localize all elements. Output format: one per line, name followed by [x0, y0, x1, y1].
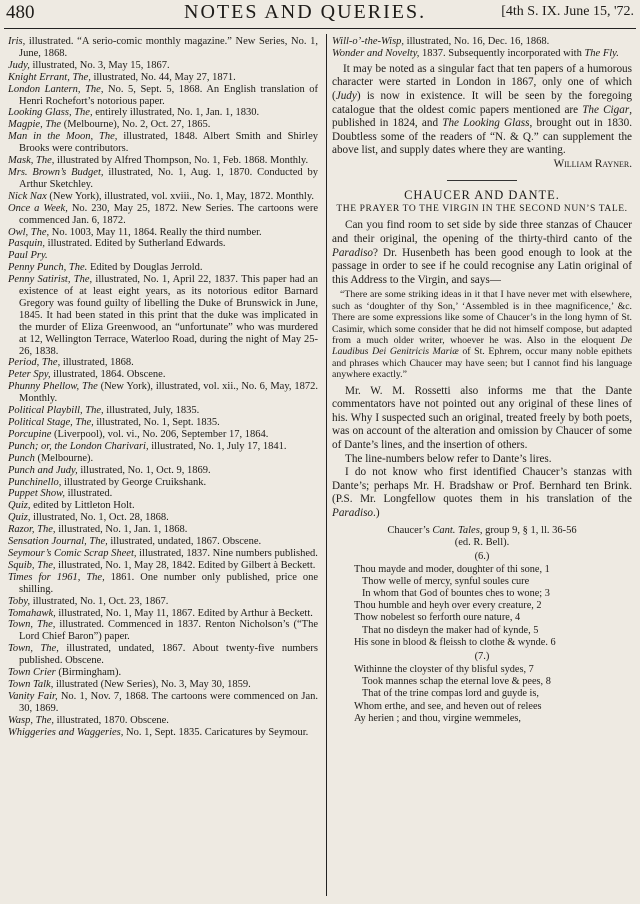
chaucer-paragraph-2: Mr. W. M. Rossetti also informs me that the Dante commentators have not pointed out any original of these lines of his. Why I suspected such an original, treated freely by both poets, was on account of the alteration and omission by Chaucer of some of Dante’s lines, and the insertion of others.: [332, 384, 632, 452]
periodical-title: Town Talk,: [8, 678, 54, 690]
periodical-entry: [8, 667, 318, 679]
column-divider: [326, 34, 327, 896]
verse-line: Ay herien ; and thou, virgine wemmeles,: [354, 712, 522, 724]
periodical-details: illustrated, 1868.: [60, 357, 134, 369]
periodical-details: illustrated, undated, 1867. About twenty-five numbers published. Obscene.: [19, 643, 318, 667]
periodical-details: illustrated, July, 1835.: [103, 405, 200, 417]
periodical-title: Pasquin,: [8, 238, 46, 250]
periodical-title: Political Playbill, The,: [8, 405, 104, 417]
periodical-title: The Fly.: [584, 47, 619, 59]
periodical-title: Quiz,: [8, 500, 31, 512]
periodical-title: Nick Nax: [8, 190, 47, 202]
verse-line: Thow nobelest so ferforth oure nature, 4: [354, 612, 521, 624]
periodical-entry: [8, 453, 318, 465]
periodical-details: illustrated, No. 1, April 22, 1837. This paper had an existence of at least eight years, as its notorious editor Barnard Gregory was found guilty of libelling the Duke of Brunswick in June, 1845. It had been stated in this print that the duke was implicated in the murder of Eliza Greenwood, an “unfortunate” who was murdered at 12, Wellington Terrace, Waterloo Road, during the night of May 25-26, 1838.: [19, 274, 318, 357]
periodical-details: illustrated (New Series), No. 3, May 30, 1859.: [53, 678, 251, 690]
periodical-entry: [8, 167, 318, 191]
periodical-details: illustrated by George Cruikshank.: [61, 476, 207, 488]
periodical-entry: [8, 381, 318, 405]
periodical-details: No. 5, Sept. 5, 1868. An English translation of Henri Rochefort’s notorious paper.: [19, 83, 318, 107]
periodical-title: Once a Week,: [8, 202, 68, 214]
periodical-title: Paul Pry.: [8, 250, 48, 262]
page-header: [6, 0, 634, 26]
periodical-entry: [8, 536, 318, 548]
periodical-details: (Melbourne), No. 2, Oct. 27, 1865.: [61, 119, 211, 131]
edition-line: (ed. R. Bell).: [454, 536, 510, 548]
chaucer-paragraph-3: The line-numbers below refer to Dante’s lires.: [345, 452, 552, 465]
issue-reference: [4th S. IX. June 15, '72.: [501, 4, 634, 19]
periodical-title: Times for 1961, The,: [8, 571, 105, 583]
periodical-entry: [8, 238, 318, 250]
periodical-title: Town Crier: [8, 667, 56, 679]
section-divider: [447, 180, 517, 181]
periodical-entry: [8, 727, 318, 739]
periodical-title: Knight Errant, The,: [8, 71, 91, 83]
periodical-title: Punch: [8, 452, 35, 464]
periodical-details: illustrated, No. 16, Dec. 16, 1868.: [404, 36, 550, 47]
citation-line: Chaucer’s Cant. Tales, group 9, § 1, ll. 36-56: [387, 524, 577, 536]
periodical-title: Seymour’s Comic Scrap Sheet,: [8, 547, 137, 559]
periodical-title: Porcupine: [8, 428, 52, 440]
periodical-entry: [8, 131, 318, 155]
stanza-6: [332, 564, 632, 649]
periodical-title: Tomahawk,: [8, 607, 56, 619]
periodical-entry: [8, 191, 318, 203]
periodical-title: Razor, The,: [8, 524, 56, 536]
periodical-details: 1861. One number only published, price one shilling.: [19, 571, 318, 595]
stanza-7: [332, 664, 632, 725]
periodical-title: Judy,: [8, 59, 30, 71]
periodical-details: illustrated, 1837. Nine numbers published.: [136, 547, 318, 559]
periodical-details: illustrated, No. 1, Oct. 28, 1868.: [30, 512, 169, 524]
section-subtitle: THE PRAYER TO THE VIRGIN IN THE SECOND NUN’S TALE.: [336, 204, 628, 215]
periodical-details: No. 1003, May 11, 1864. Really the third number.: [49, 226, 262, 238]
periodical-details: No. 1, Sept. 1835. Caricatures by Seymour.: [123, 726, 309, 738]
periodical-details: illustrated, No. 1, Sept. 1835.: [93, 417, 220, 428]
periodical-entry: [8, 405, 318, 417]
periodical-title: Peter Spy,: [8, 369, 51, 381]
periodical-title: Will-o’-the-Wisp,: [332, 36, 405, 47]
periodical-title: Town, The,: [8, 619, 56, 631]
periodical-entry: [8, 715, 318, 727]
periodical-title: Political Stage, The,: [8, 417, 94, 428]
periodical-details: illustrated, No. 44, May 27, 1871.: [90, 71, 236, 83]
verse-line: His sone in blood & fleissh to clothe & wynde. 6: [354, 636, 556, 648]
periodical-title: Wonder and Novelty,: [332, 47, 420, 59]
periodical-title: Vanity Fair,: [8, 690, 58, 702]
journal-title: NOTES AND QUERIES.: [184, 1, 427, 23]
periodical-entry: [8, 548, 318, 560]
periodical-title: Magpie, The: [8, 119, 62, 131]
periodical-entry: [8, 203, 318, 227]
periodical-details: illustrated, 1848. Albert Smith and Shirley Brooks were contributors.: [19, 131, 318, 155]
periodical-title: London Lantern, The,: [8, 83, 104, 95]
periodical-entry: [8, 500, 318, 512]
periodical-details: entirely illustrated, No. 1, Jan. 1, 1830.: [92, 107, 260, 119]
periodical-details: illustrated, No. 1, Jan. 1, 1868.: [55, 524, 188, 536]
periodical-details: illustrated, undated, 1867. Obscene.: [107, 536, 262, 548]
periodical-entry: [8, 560, 318, 572]
author-signature: William Rayner.: [553, 157, 632, 170]
periodical-details: illustrated, No. 1, Oct. 9, 1869.: [77, 464, 211, 476]
periodical-details: (Liverpool), vol. vi., No. 206, September 17, 1864.: [51, 428, 269, 440]
periodical-entry: [8, 369, 318, 381]
periodical-entry: [8, 512, 318, 524]
periodical-entry: [8, 465, 318, 477]
periodical-details: (Birmingham).: [55, 667, 122, 679]
verse-line: Took mannes schap the eternal love & pees, 8: [362, 676, 551, 688]
periodical-details: illustrated, No. 1, July 17, 1841.: [148, 440, 287, 452]
periodical-entry: [8, 429, 318, 441]
periodical-title: Period, The,: [8, 357, 61, 369]
periodical-title: Penny Satirist, The,: [8, 274, 93, 286]
periodical-details: illustrated. “A serio-comic monthly magazine.” New Series, No. 1, June, 1868.: [19, 36, 318, 59]
right-column: [332, 36, 632, 902]
periodical-entry: [8, 619, 318, 643]
chaucer-paragraph-4: I do not know who first identified Chaucer’s stanzas with Dante’s; perhaps Mr. H. Bradshaw or Prof. Bernhard ten Brink. (P.S. Mr. Longfellow quotes them in his translation of the Paradiso.): [332, 466, 632, 520]
section-title: CHAUCER AND DANTE.: [404, 187, 560, 202]
verse-line: That no disdeyn the maker had of kynde, 5: [362, 624, 539, 636]
verse-line: In whom that God of bountes ches to wone; 3: [362, 588, 550, 600]
periodical-entry: [8, 155, 318, 167]
periodical-details: (New York), illustrated, vol. xviii., No. 1, May, 1872. Monthly.: [46, 190, 315, 202]
verse-line: Thou humble and heyh over every creature, 2: [354, 600, 542, 612]
periodical-entry: [8, 72, 318, 84]
periodical-details: illustrated, 1864. Obscene.: [50, 369, 166, 381]
periodical-title: Sensation Journal, The,: [8, 536, 108, 548]
chaucer-paragraph-1: Can you find room to set side by side three stanzas of Chaucer and their original, the opening of the thirty-third canto of the Paradiso? Dr. Husenbeth has been good enough to look at the passage in order to see if he could recognise any Latin original of this Address to the Virgin, and says—: [332, 219, 632, 286]
closing-paragraph: It may be noted as a singular fact that ten papers of a humorous character were started in London in 1867, only one of which (Judy) is now in existence. It will be seen by the foregoing catalogue that the oldest comic papers mentioned are The Cigar, published in 1824, and The Looking Glass, brought out in 1830. Doubtless some of the readers of “N. & Q.” can supplement the above list, and supply dates where they are wanting.: [332, 62, 632, 157]
periodical-details: (New York), illustrated, vol. xii., No. 6, May, 1872. Monthly.: [19, 381, 318, 405]
verse-line: That of the trine compas lord and guyde is,: [362, 688, 540, 700]
periodical-entry: [8, 679, 318, 691]
periodical-details: illustrated.: [64, 488, 113, 500]
periodical-entry: [332, 48, 632, 60]
periodical-entry: [8, 572, 318, 596]
verse-line: Withinne the cloyster of thy blisful sydes, 7: [354, 664, 534, 676]
periodical-entry: [8, 417, 318, 429]
periodical-title: Toby,: [8, 595, 31, 607]
periodical-details: illustrated, No. 1, Aug. 1, 1870. Conducted by Arthur Sketchley.: [19, 166, 318, 190]
periodical-title: Puppet Show,: [8, 488, 65, 500]
header-rule: [4, 28, 636, 29]
periodical-entry: [8, 84, 318, 108]
periodical-title: Punch; or, the London Charivari,: [8, 440, 149, 452]
periodical-entry: [8, 596, 318, 608]
periodical-title: Looking Glass, The,: [8, 107, 93, 119]
periodical-entry: [8, 36, 318, 60]
periodical-title: Town, The,: [8, 643, 59, 655]
periodical-title: Penny Punch, The.: [8, 262, 88, 274]
periodical-title: Squib, The,: [8, 559, 56, 571]
verse-line: Thow welle of mercy, synful soules cure: [362, 575, 530, 587]
periodical-entry: [8, 608, 318, 620]
periodical-entry: [8, 60, 318, 72]
periodical-entry: [8, 274, 318, 357]
periodical-title: Punch and Judy,: [8, 464, 78, 476]
periodical-details: illustrated, 1870. Obscene.: [54, 714, 169, 726]
verse-line: Whom erthe, and see, and heven out of relees: [354, 700, 542, 712]
periodical-entry: [8, 477, 318, 489]
periodical-entry: [8, 227, 318, 239]
periodical-details: illustrated, No. 3, May 15, 1867.: [29, 59, 170, 71]
periodical-title: Wasp, The,: [8, 714, 54, 726]
periodical-title: Mrs. Brown’s Budget,: [8, 166, 104, 178]
periodical-entry: [8, 441, 318, 453]
periodical-entry: [8, 524, 318, 536]
periodical-title: Man in the Moon, The,: [8, 131, 118, 143]
periodical-details: (Melbourne).: [34, 452, 94, 464]
left-column: [8, 36, 318, 902]
periodical-title: Whiggeries and Waggeries,: [8, 726, 124, 738]
periodical-title: Owl, The,: [8, 226, 50, 238]
periodical-entry: [332, 36, 632, 48]
periodical-title: Punchinello,: [8, 476, 62, 488]
periodical-details: illustrated, No. 1, May 11, 1867. Edited by Arthur à Beckett.: [55, 607, 313, 619]
periodical-details: No. 1, Nov. 7, 1868. The cartoons were commenced on Jan. 30, 1869.: [19, 690, 318, 714]
periodical-entry: [8, 262, 318, 274]
periodical-details: illustrated by Alfred Thompson, No. 1, Feb. 1868. Monthly.: [54, 155, 309, 167]
periodical-details: 1837. Subsequently incorporated with: [419, 47, 585, 59]
periodical-entry: [8, 691, 318, 715]
periodical-entry: [8, 107, 318, 119]
stanza-7-label: (7.): [474, 651, 490, 663]
husenbeth-quote: “There are some striking ideas in it that I have never met with elsewhere, such as ‘doughter of thy Son,’ ‘Assembled is in thee magnificence,’ &c. There are some expressions like some of Chaucer’s in the long hymn of St. Casimir, which some consider that he did not himself compose, but adapted from a much older writer, whoever he was. Also in the eloquent De Laudibus Dei Genitricis Mariæ of St. Ephrem, occur many noble epithets and phrases which Chaucer may have seen; but I cannot find his language anywhere exactly.”: [332, 289, 632, 381]
stanza-6-label: (6.): [474, 550, 490, 562]
verse-line: Thou mayde and moder, doughter of thi sone, 1: [354, 563, 550, 575]
periodical-details: illustrated. Commenced in 1837. Renton Nicholson’s (“The Lord Chief Baron”) paper.: [19, 619, 318, 643]
periodical-entry: [8, 357, 318, 369]
periodical-title: Iris,: [8, 36, 26, 47]
periodical-details: No. 230, May 25, 1872. New Series. The cartoons were commenced Jan. 6, 1872.: [19, 202, 318, 226]
page-number: 480: [6, 2, 35, 23]
periodical-title: Mask, The,: [8, 155, 55, 167]
periodical-details: illustrated, No. 1, Oct. 23, 1867.: [30, 595, 169, 607]
periodical-entry: [8, 643, 318, 667]
periodical-title: Quiz,: [8, 512, 31, 524]
periodical-entry: [8, 250, 318, 262]
periodical-details: illustrated, No. 1, May 28, 1842. Edited by Gilbert à Beckett.: [55, 559, 316, 571]
periodical-entry: [8, 119, 318, 131]
periodical-entry: [8, 488, 318, 500]
periodical-title: Phunny Phellow, The: [8, 381, 98, 393]
periodical-list-continued: [332, 36, 632, 60]
periodical-details: edited by Littleton Holt.: [30, 500, 135, 512]
periodical-details: illustrated. Edited by Sutherland Edwards.: [45, 238, 226, 250]
periodical-details: Edited by Douglas Jerrold.: [87, 262, 203, 274]
